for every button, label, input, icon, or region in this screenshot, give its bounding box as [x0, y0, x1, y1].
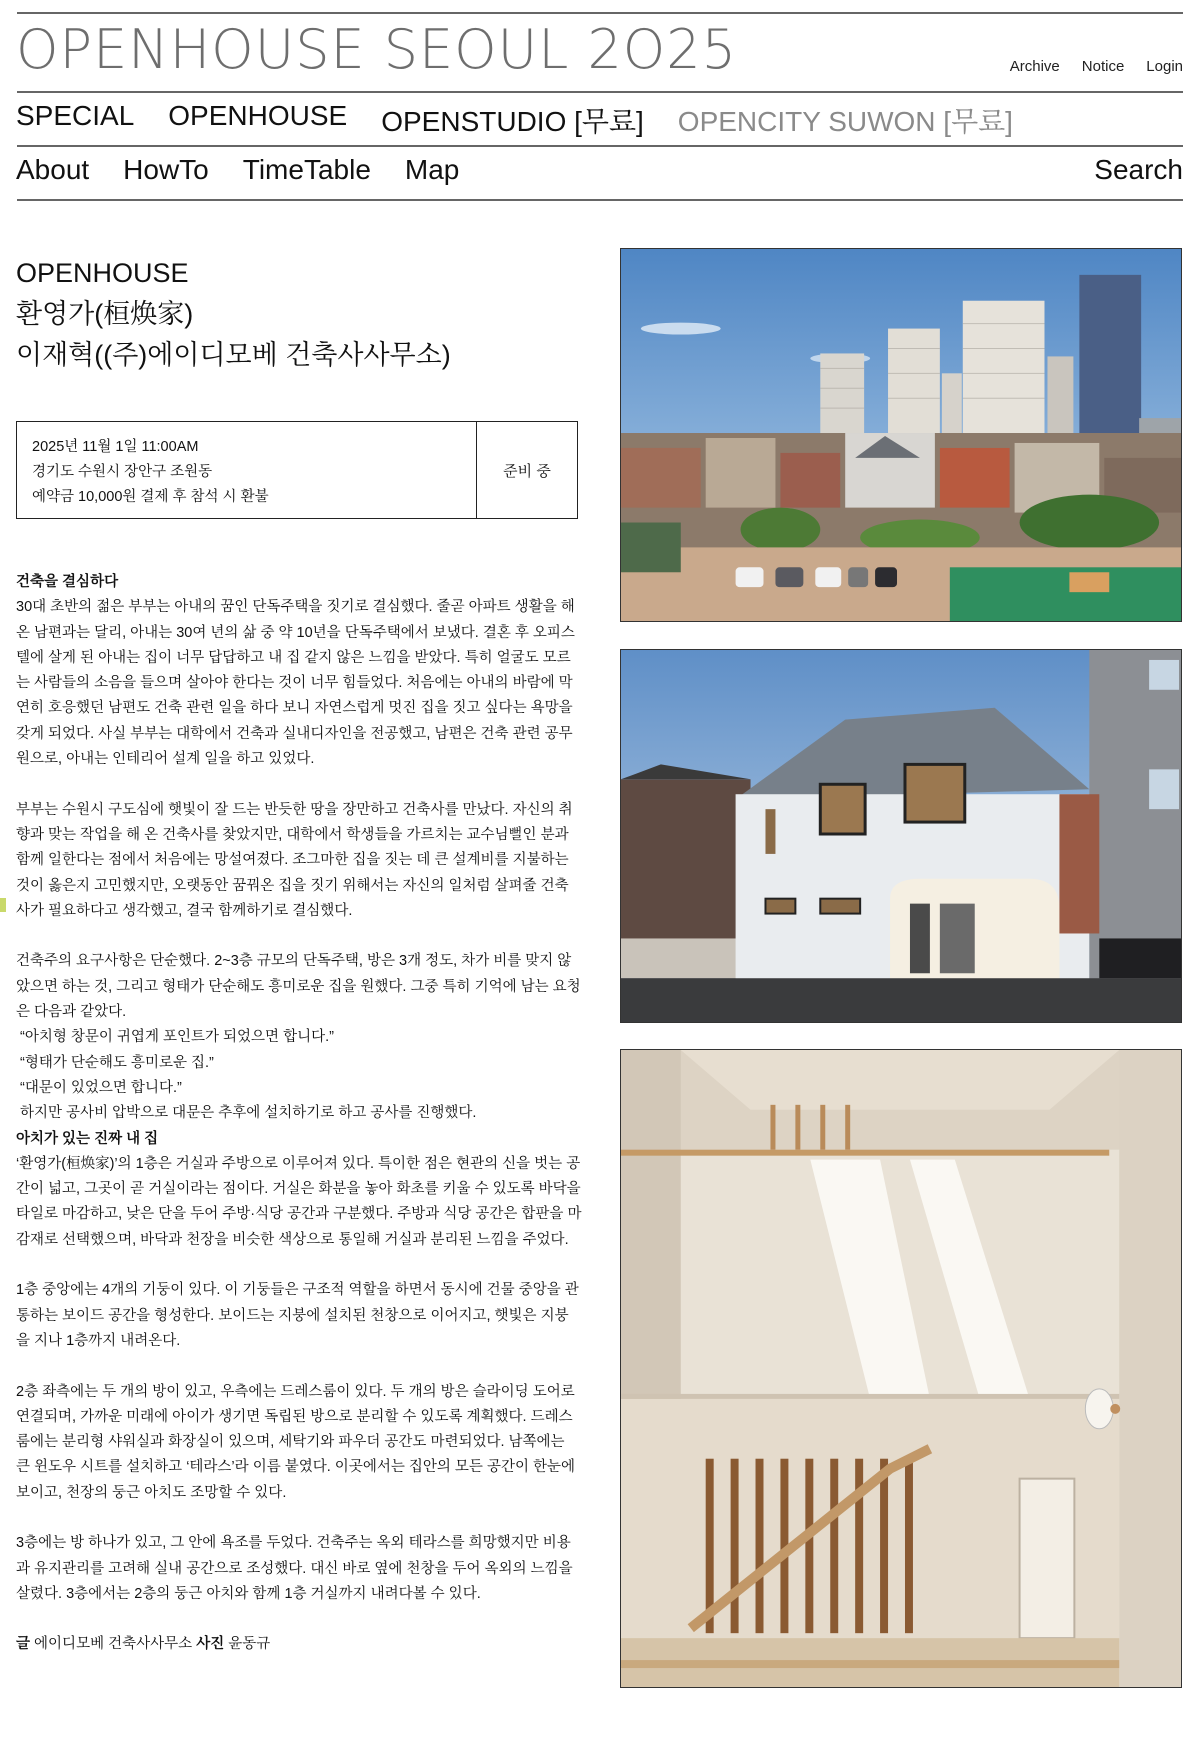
event-location: 경기도 수원시 장안구 조원동: [32, 464, 213, 480]
utility-links: [1010, 58, 1183, 75]
nav-rule: [17, 145, 1183, 147]
credit-text: 에이디모베 건축사사무소: [34, 1636, 193, 1653]
project-headline: [16, 253, 451, 376]
top-rule: [17, 12, 1183, 14]
archive-link[interactable]: Archive: [1009, 58, 1060, 75]
paragraph: 3층에는 방 하나가 있고, 그 안에 욕조를 두었다. 건축주는 옥외 테라스를 희망했지만 비용과 유지관리를 고려해 실내 공간으로 조성했다. 대신 바로 옆에 천창을 두어 옥외의 느낌을 살렸다. 3층에서는 2층의 둥근 아치와 함께 1층 거실까지 내려다볼 수 있다.: [16, 1535, 573, 1602]
category-label: OPENHOUSE: [16, 258, 189, 288]
event-details: [17, 422, 476, 518]
nav-bottom-rule: [17, 199, 1183, 201]
paragraph: 30대 초반의 젊은 부부는 아내의 꿈인 단독주택을 짓기로 결심했다. 줄곧 아파트 생활을 해 온 남편과는 달리, 아내는 30여 년의 삶 중 약 10년을 단독주택에서 보냈다. 결혼 후 오피스텔에 살게 된 아내는 집이 너무 답답하고 내 집 같지 않은 느낌을 받았다. 특히 얼굴도 모르는 사람들의 소음을 들으며 살아야 한다는 것이 너무 힘들었다. 처음에는 아내의 바람에 막연히 호응했던 남편도 건축 관련 일을 하다 보니 자연스럽게 멋진 집을 짓고 싶다는 욕망을 갖게 되었다. 사실 부부는 대학에서 건축과 실내디자인을 전공했고, 남편은 건축 관련 공무원으로, 아내는 인테리어 설계 일을 하고 있었다.: [16, 599, 575, 768]
nav-openstudio[interactable]: OPENSTUDIO [무료]: [381, 106, 644, 137]
photo-neighborhood[interactable]: [620, 248, 1182, 622]
side-marker: [0, 898, 6, 912]
quote-note: 하지만 공사비 압박으로 대문은 추후에 설치하기로 하고 공사를 진행했다.: [20, 1105, 477, 1122]
event-deposit: 예약금 10,000원 결제 후 참석 시 환불: [32, 489, 269, 505]
paragraph: ‘환영가(桓焕家)’의 1층은 거실과 주방으로 이루어져 있다. 특이한 점은 현관의 신을 벗는 공간이 넓고, 그곳이 곧 거실이라는 점이다. 거실은 화분을 놓아 화초를 키울 수 있도록 바닥을 타일로 마감하고, 낮은 단을 두어 주방·식당 공간과 구분했다. 주방과 식당 공간은 합판을 마감재로 선택했으며, 바닥과 천장을 비슷한 색상으로 통일해 거실과 분리된 느낌을 주었다.: [16, 1155, 582, 1248]
quote: “아치형 창문이 귀엽게 포인트가 되었으면 합니다.”: [20, 1029, 334, 1046]
login-link[interactable]: Login: [1146, 58, 1183, 75]
interior-atrium-image: [621, 1050, 1181, 1687]
article-body: [16, 570, 582, 1658]
nav-special[interactable]: SPECIAL: [16, 100, 135, 131]
credit-text-label: 글: [16, 1636, 31, 1653]
nav-timetable[interactable]: TimeTable: [242, 154, 371, 185]
architect-name: 이재혁((주)에이디모베 건축사사무소): [16, 340, 451, 370]
paragraph: 1층 중앙에는 4개의 기둥이 있다. 이 기둥들은 구조적 역할을 하면서 동시에 건물 중앙을 관통하는 보이드 공간을 형성한다. 보이드는 지붕에 설치된 천창으로 이어지고, 햇빛은 지붕을 지나 1층까지 내려온다.: [16, 1282, 579, 1349]
neighborhood-image: [621, 249, 1181, 621]
section-heading: 건축을 결심하다: [16, 574, 119, 590]
header-rule: [17, 91, 1183, 93]
paragraph: 건축주의 요구사항은 단순했다. 2~3층 규모의 단독주택, 방은 3개 정도, 차가 비를 맞지 않았으면 하는 것, 그리고 형태가 단순해도 흥미로운 집을 원했다. 그중 특히 기억에 남는 요청은 다음과 같았다.: [16, 953, 581, 1021]
nav-about[interactable]: About: [16, 154, 90, 185]
event-datetime: 2025년 11월 1일 11:00AM: [32, 439, 199, 455]
photo-house-exterior[interactable]: [620, 649, 1182, 1023]
house-exterior-image: [621, 650, 1181, 1022]
search-link[interactable]: Search: [1094, 154, 1183, 185]
quote: “대문이 있었으면 합니다.”: [20, 1079, 182, 1096]
nav-opencity-suwon[interactable]: OPENCITY SUWON [무료]: [677, 106, 1013, 137]
photo-interior-atrium[interactable]: [620, 1049, 1182, 1688]
nav-openhouse[interactable]: OPENHOUSE: [168, 100, 348, 131]
credit-photo: 윤동규: [228, 1636, 271, 1653]
nav-howto[interactable]: HowTo: [123, 154, 209, 185]
credit-photo-label: 사진: [196, 1636, 225, 1653]
project-name: 환영가(桓焕家): [16, 299, 194, 329]
section-heading: 아치가 있는 진짜 내 집: [16, 1130, 159, 1147]
primary-nav: [16, 100, 1013, 140]
nav-map[interactable]: Map: [404, 154, 460, 185]
event-info-box: [16, 421, 578, 519]
reservation-status[interactable]: 준비 중: [476, 422, 577, 518]
notice-link[interactable]: Notice: [1081, 58, 1125, 75]
secondary-nav: [16, 154, 459, 186]
quote: “형태가 단순해도 흥미로운 집.”: [20, 1054, 214, 1071]
credits: [16, 1632, 582, 1657]
paragraph: 2층 좌측에는 두 개의 방이 있고, 우측에는 드레스룸이 있다. 두 개의 방은 슬라이딩 도어로 연결되며, 가까운 미래에 아이가 생기면 독립된 방으로 분리할 수 있도록 계획했다. 드레스룸에는 분리형 샤워실과 화장실이 있으며, 세탁기와 파우더 공간도 마련되었다. 남쪽에는 큰 윈도우 시트를 설치하고 ‘테라스’라 이름 붙였다. 이곳에서는 집안의 모든 공간이 한눈에 보이고, 천장의 둥근 아치도 조망할 수 있다.: [16, 1383, 576, 1501]
paragraph: 부부는 수원시 구도심에 햇빛이 잘 드는 반듯한 땅을 장만하고 건축사를 만났다. 자신의 취향과 맞는 작업을 해 온 건축사를 찾았지만, 대학에서 학생들을 가르치는 교수님뻘인 분과 함께 일한다는 점에서 처음에는 망설여졌다. 조그마한 집을 짓는 데 큰 설계비를 지불하는 것이 옳은지 고민했지만, 오랫동안 꿈꿔온 집을 짓기 위해서는 자신의 일처럼 살펴줄 건축사가 필요하다고 생각했고, 결국 함께하기로 결심했다.: [16, 801, 573, 919]
site-title[interactable]: OPENHOUSE SEOUL 2O25: [16, 18, 738, 81]
